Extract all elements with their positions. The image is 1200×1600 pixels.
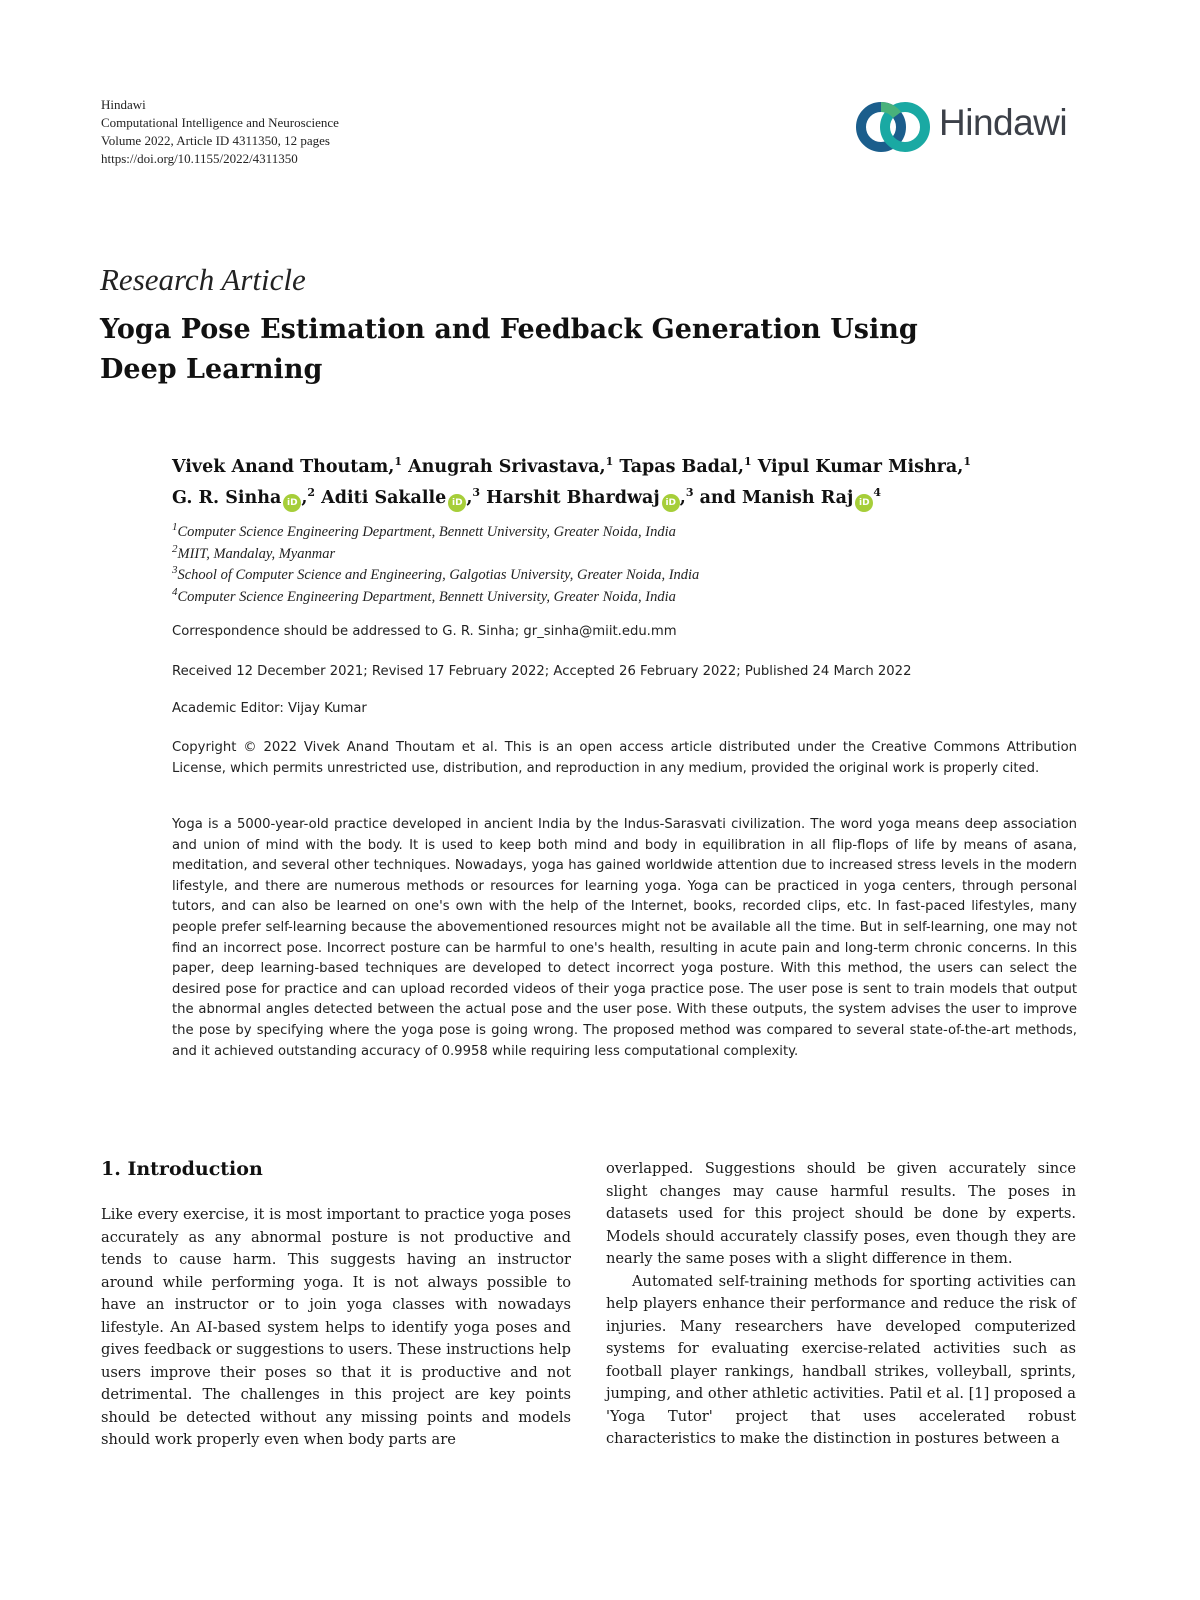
author-affil-sup: 4 [873, 486, 881, 500]
correspondence-note: Correspondence should be addressed to G. R. Sinha; gr_sinha@miit.edu.mm [172, 624, 677, 639]
author-name: Tapas Badal, [619, 457, 744, 477]
body-column-right [606, 1158, 1076, 1451]
article-title: Yoga Pose Estimation and Feedback Generation Using Deep Learning [100, 314, 918, 385]
affiliation-num: 4 [172, 585, 178, 598]
affiliation-text: MIIT, Mandalay, Myanmar [177, 545, 336, 562]
author-list: Vivek Anand Thoutam,$^1$ Anugrah Srivastava,$^1$ Tapas Badal,$^1$ Vipul Kumar Mishra,$^1$ G. R. Sinha iD ,$^2$ Aditi Sakalle iD ,$^3$ Harshit Bhardwaj iD ,$^3$ and Manish Raj $iD^4$ [172, 452, 1072, 514]
orcid-icon[interactable]: iD [448, 494, 466, 512]
academic-editor: Academic Editor: Vijay Kumar [172, 701, 367, 716]
affiliation-item [172, 544, 699, 566]
author-affil-sup: 3 [685, 486, 694, 500]
author-affil-sup: 2 [307, 486, 316, 500]
affiliation-num: 1 [172, 521, 178, 534]
body-paragraph: Automated self-training methods for sporting activities can help players enhance their performance and reduce the risk of injuries. Many researchers have developed computerized systems for evaluating exercise-related activities such as football player rankings, handball strikes, volleyball, sprints, jumping, and other athletic activities. Patil et al. [1] proposed a 'Yoga Tutor' project that uses accelerated robust characteristics to make the distinction in postures between a [606, 1272, 1076, 1447]
author-name: and Manish Raj [699, 488, 854, 508]
orcid-icon[interactable]: iD [662, 494, 680, 512]
affiliation-num: 3 [172, 564, 178, 577]
journal-name: Computational Intelligence and Neuroscience [101, 115, 339, 130]
author-affil-sup: 1 [605, 455, 614, 469]
publication-dates: Received 12 December 2021; Revised 17 February 2022; Accepted 26 February 2022; Published 24 March 2022 [172, 664, 912, 679]
article-type: Research Article [100, 262, 306, 297]
doi-link[interactable]: https://doi.org/10.1155/2022/4311350 [101, 151, 298, 166]
author-name: Aditi Sakalle [321, 488, 447, 508]
volume-info: Volume 2022, Article ID 4311350, 12 pages [101, 133, 330, 148]
author-affil-sup: 1 [394, 455, 402, 469]
author-name: Vivek Anand Thoutam, [172, 457, 395, 477]
author-name: G. R. Sinha [172, 488, 282, 508]
author-name: Vipul Kumar Mishra, [757, 457, 964, 477]
affiliation-text: Computer Science Engineering Department, Bennett University, Greater Noida, India [177, 588, 676, 605]
orcid-icon[interactable]: iD [283, 494, 301, 512]
affiliation-item [172, 522, 699, 544]
affiliation-text: Computer Science Engineering Department, Bennett University, Greater Noida, India [177, 524, 676, 540]
author-affil-sup: 3 [472, 486, 481, 500]
publisher-name: Hindawi [101, 97, 146, 112]
body-column-left [101, 1204, 571, 1452]
hindawi-logo [853, 96, 1083, 158]
body-paragraph: overlapped. Suggestions should be given accurately since slight changes may cause harmful results. The poses in datasets used for this project should be done by experts. Models should accurately classify poses, even though they are nearly the same poses with a slight difference in them. [606, 1160, 1076, 1267]
affiliation-num: 2 [172, 542, 178, 555]
author-affil-sup: 1 [744, 455, 752, 469]
section-heading-introduction: 1. Introduction [101, 1158, 263, 1180]
author-affil-sup: 1 [963, 455, 971, 469]
journal-header [101, 96, 339, 168]
copyright-notice: Copyright © 2022 Vivek Anand Thoutam et al. This is an open access article distributed under the Creative Commons Attribution License, which permits unrestricted use, distribution, and reproduction in any medium, provided the original work is properly cited. [172, 740, 1077, 776]
hindawi-logo-icon [853, 96, 939, 158]
author-name: Harshit Bhardwaj [486, 488, 660, 508]
affiliation-item [172, 565, 699, 587]
affiliation-item [172, 587, 699, 609]
body-paragraph: Like every exercise, it is most important to practice yoga poses accurately as any abnormal posture is not productive and tends to cause harm. This suggests having an instructor around while performing yoga. It is not always possible to have an instructor or to join yoga classes with nowadays lifestyle. An AI-based system helps to identify yoga poses and gives feedback or suggestions to users. These instructions help users improve their poses so that it is productive and not detrimental. The challenges in this project are key points should be detected without any missing points and models should work properly even when body parts are [101, 1206, 571, 1448]
author-name: Anugrah Srivastava, [408, 457, 606, 477]
abstract-text: Yoga is a 5000-year-old practice developed in ancient India by the Indus-Sarasvati civilization. The word yoga means deep association and union of mind with the body. It is used to keep both mind and body in equilibration in all flip-flops of life by means of asana, meditation, and several other techniques. Nowadays, yoga has gained worldwide attention due to increased stress levels in the modern lifestyle, and there are numerous methods or resources for learning yoga. Yoga can be practiced in yoga centers, through personal tutors, and can also be learned on one's own with the help of the Internet, books, recorded clips, etc. In fast-paced lifestyles, many people prefer self-learning because the abovementioned resources might not be available all the time. But in self-learning, one may not find an incorrect pose. Incorrect posture can be harmful to one's health, resulting in acute pain and long-term chronic concerns. In this paper, deep learning-based techniques are developed to detect incorrect yoga posture. With this method, the users can select the desired pose for practice and can upload recorded videos of their yoga practice pose. The user pose is sent to train models that output the abnormal angles detected between the actual pose and the user pose. With these outputs, the system advises the user to improve the pose by specifying where the yoga pose is going wrong. The proposed method was compared to several state-of-the-art methods, and it achieved outstanding accuracy of 0.9958 while requiring less computational complexity. [172, 817, 1077, 1059]
affiliation-text: School of Computer Science and Engineering, Galgotias University, Greater Noida, India [177, 567, 700, 583]
hindawi-logo-text: Hindawi [939, 102, 1068, 143]
affiliations [172, 522, 699, 608]
orcid-icon[interactable]: iD [855, 494, 873, 512]
